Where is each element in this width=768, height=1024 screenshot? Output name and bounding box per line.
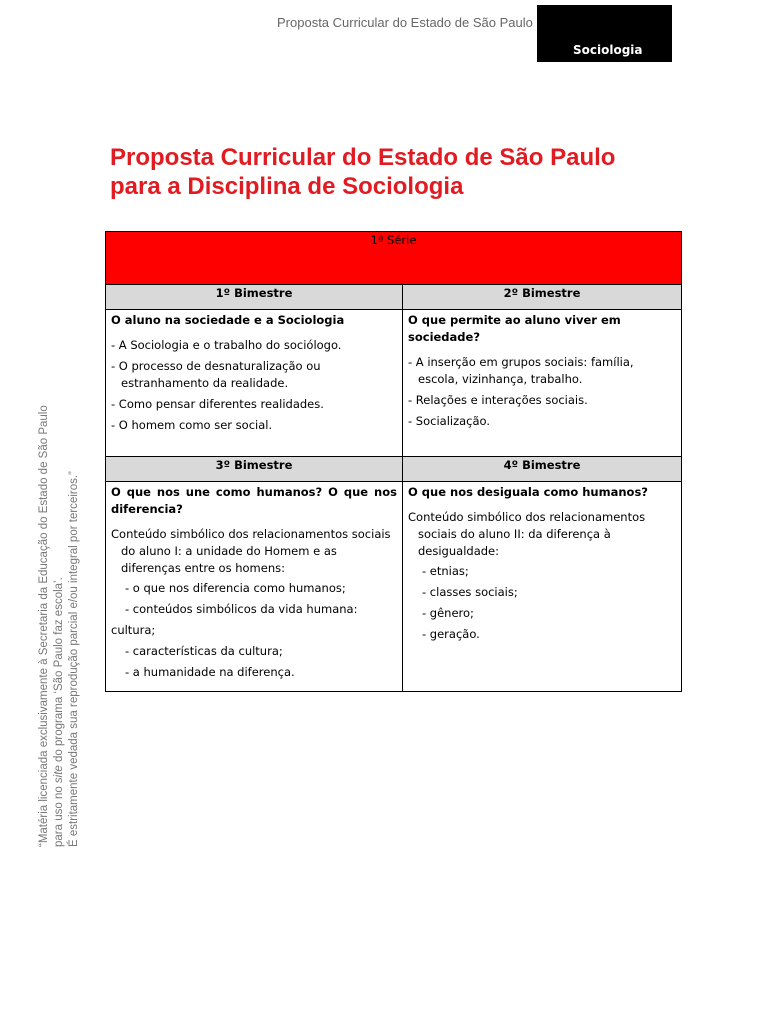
section-tab-label: Sociologia — [573, 43, 643, 57]
document-title — [110, 143, 615, 201]
license-line-2-site: site — [53, 765, 65, 784]
license-line-1: “Matéria licenciada exclusivamente à Secretaria da Educação do Estado de São Paulo — [38, 405, 50, 847]
list-item: - A inserção em grupos sociais: família, escola, vizinhança, trabalho. — [408, 355, 634, 386]
sub-item: - a humanidade na diferença. — [125, 665, 295, 679]
content-row-2 — [106, 482, 682, 692]
license-line-3: É estritamente vedada sua reprodução parcial e/ou integral por terceiros.” — [68, 471, 80, 847]
bimestre-4-label: 4º Bimestre — [403, 457, 682, 482]
bimestre-1-heading: O aluno na sociedade e a Sociologia — [111, 313, 345, 327]
bimestre-3-heading: O que nos une como humanos? O que nos diferencia? — [111, 485, 397, 516]
bimestre-3-paragraph: Conteúdo simbólico dos relacionamentos sociais do aluno I: a unidade do Homem e as diferenças entre os homens: — [111, 527, 391, 575]
bimestre-4-heading: O que nos desiguala como humanos? — [408, 485, 648, 499]
sub-item: - gênero; — [422, 606, 474, 620]
list-item: - Como pensar diferentes realidades. — [111, 397, 324, 411]
sub-item: - o que nos diferencia como humanos; — [125, 581, 346, 595]
list-item: - Relações e interações sociais. — [408, 393, 588, 407]
sub-item: - geração. — [422, 627, 480, 641]
list-item: - O homem como ser social. — [111, 418, 273, 432]
bimestre-1-content — [106, 310, 403, 457]
list-item: - O processo de desnaturalização ou estranhamento da realidade. — [111, 359, 321, 390]
bimestre-4-content — [403, 482, 682, 692]
bimestre-header-row — [106, 457, 682, 482]
bimestre-2-label: 2º Bimestre — [403, 285, 682, 310]
bimestre-4-paragraph: Conteúdo simbólico dos relacionamentos sociais do aluno II: da diferença à desigualdade: — [408, 510, 646, 558]
list-item: - A Sociologia e o trabalho do sociólogo. — [111, 338, 342, 352]
list-item: - Socialização. — [408, 414, 491, 428]
bimestre-3-content — [106, 482, 403, 692]
document-title-line1: Proposta Curricular do Estado de São Paulo — [110, 144, 616, 171]
running-header-title: Proposta Curricular do Estado de São Paulo — [277, 15, 533, 30]
license-line-2-start: para uso no — [53, 783, 65, 847]
license-side-note — [37, 367, 82, 847]
sub-item: - características da cultura; — [125, 644, 283, 658]
license-line-2-end: do programa ‘São Paulo faz escola’. — [53, 577, 65, 766]
curriculum-table — [105, 231, 682, 692]
sub-item-continuation: cultura; — [111, 623, 156, 637]
content-row-1 — [106, 310, 682, 457]
sub-item: - classes sociais; — [422, 585, 518, 599]
sub-item: - conteúdos simbólicos da vida humana: — [125, 602, 358, 616]
bimestre-3-label: 3º Bimestre — [106, 457, 403, 482]
document-title-line2: para a Disciplina de Sociologia — [110, 173, 464, 200]
serie-header-row — [106, 232, 682, 285]
license-line-2 — [52, 367, 67, 847]
sub-item: - etnias; — [422, 564, 469, 578]
bimestre-header-row — [106, 285, 682, 310]
bimestre-1-label: 1º Bimestre — [106, 285, 403, 310]
serie-header-cell: 1ª Série — [106, 232, 682, 285]
section-tab — [537, 5, 672, 62]
bimestre-2-heading: O que permite ao aluno viver em sociedade? — [408, 313, 621, 344]
bimestre-2-content — [403, 310, 682, 457]
